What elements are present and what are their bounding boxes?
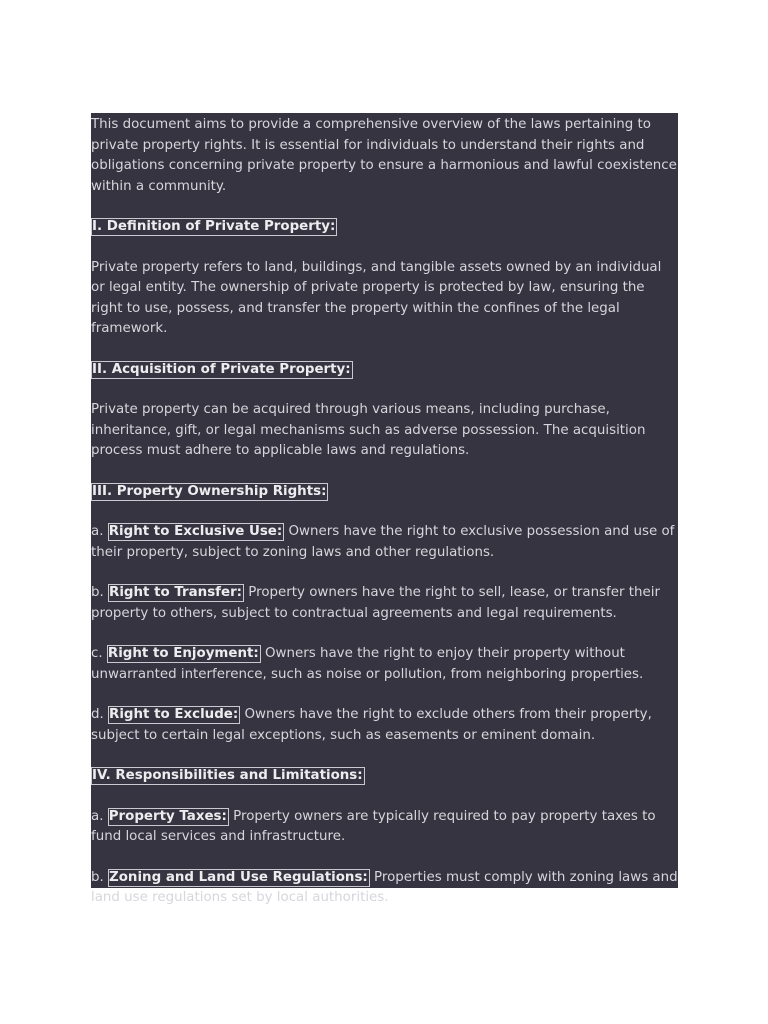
document-text-panel xyxy=(91,113,678,905)
item-term: Right to Exclusive Use: xyxy=(108,524,283,539)
item-prefix: b. xyxy=(91,585,109,600)
item-text: Owners have the right to enjoy their property without unwarranted interference, such as noise or pollution, from neighboring properties. xyxy=(91,646,644,682)
responsibility-item-zoning xyxy=(91,868,678,909)
ownership-item-enjoyment xyxy=(91,644,678,685)
heading-definition-text: I. Definition of Private Property: xyxy=(92,219,336,234)
item-text: Owners have the right to exclusive possession and use of their property, subject to zoning laws and other regulations. xyxy=(91,524,675,560)
item-prefix: b. xyxy=(91,869,109,885)
item-prefix: c. xyxy=(91,646,107,661)
heading-ownership-text: III. Property Ownership Rights: xyxy=(92,483,327,499)
item-text: Owners have the right to exclude others from their property, subject to certain legal exceptions, such as easements or eminent domain. xyxy=(91,707,652,743)
item-text: Properties must comply with zoning laws and land use regulations set by local authorities. xyxy=(91,869,678,905)
section-heading-definition xyxy=(91,217,678,238)
section-heading-responsibilities xyxy=(91,766,678,787)
item-prefix: d. xyxy=(91,707,109,722)
ownership-item-exclusive-use xyxy=(91,522,678,563)
item-prefix: a. xyxy=(91,524,108,539)
ownership-item-exclude xyxy=(91,705,678,746)
item-term: Right to Exclude: xyxy=(109,707,239,722)
item-term: Property Taxes: xyxy=(108,808,227,824)
acquisition-paragraph: Private property can be acquired through various means, including purchase, inheritance, gift, or legal mechanisms such as adverse possession. The acquisition process must adhere to applicable laws and regulations. xyxy=(91,402,646,458)
ownership-item-transfer xyxy=(91,583,678,624)
item-text: Property owners have the right to sell, lease, or transfer their property to others, subject to contractual agreements and legal requirements. xyxy=(91,585,660,621)
item-term: Right to Enjoyment: xyxy=(107,646,259,661)
heading-responsibilities-text: IV. Responsibilities and Limitations: xyxy=(92,768,363,783)
definition-paragraph: Private property refers to land, buildings, and tangible assets owned by an individual or legal entity. The ownership of private property is protected by law, ensuring the right to use, possess, and transfer the property within the confines of the legal framework. xyxy=(91,259,662,336)
responsibility-item-property-taxes xyxy=(91,807,678,848)
item-prefix: a. xyxy=(91,808,108,824)
item-text: Property owners are typically required to pay property taxes to fund local services and infrastructure. xyxy=(91,808,656,844)
heading-acquisition-text: II. Acquisition of Private Property: xyxy=(92,361,351,377)
section-heading-ownership xyxy=(91,482,678,503)
item-term: Right to Transfer: xyxy=(109,585,243,600)
item-term: Zoning and Land Use Regulations: xyxy=(109,869,368,885)
section-heading-acquisition xyxy=(91,360,678,381)
intro-paragraph: This document aims to provide a comprehensive overview of the laws pertaining to private property rights. It is essential for individuals to understand their rights and obligations concerning private property to ensure a harmonious and lawful coexistence within a community. xyxy=(91,117,677,194)
